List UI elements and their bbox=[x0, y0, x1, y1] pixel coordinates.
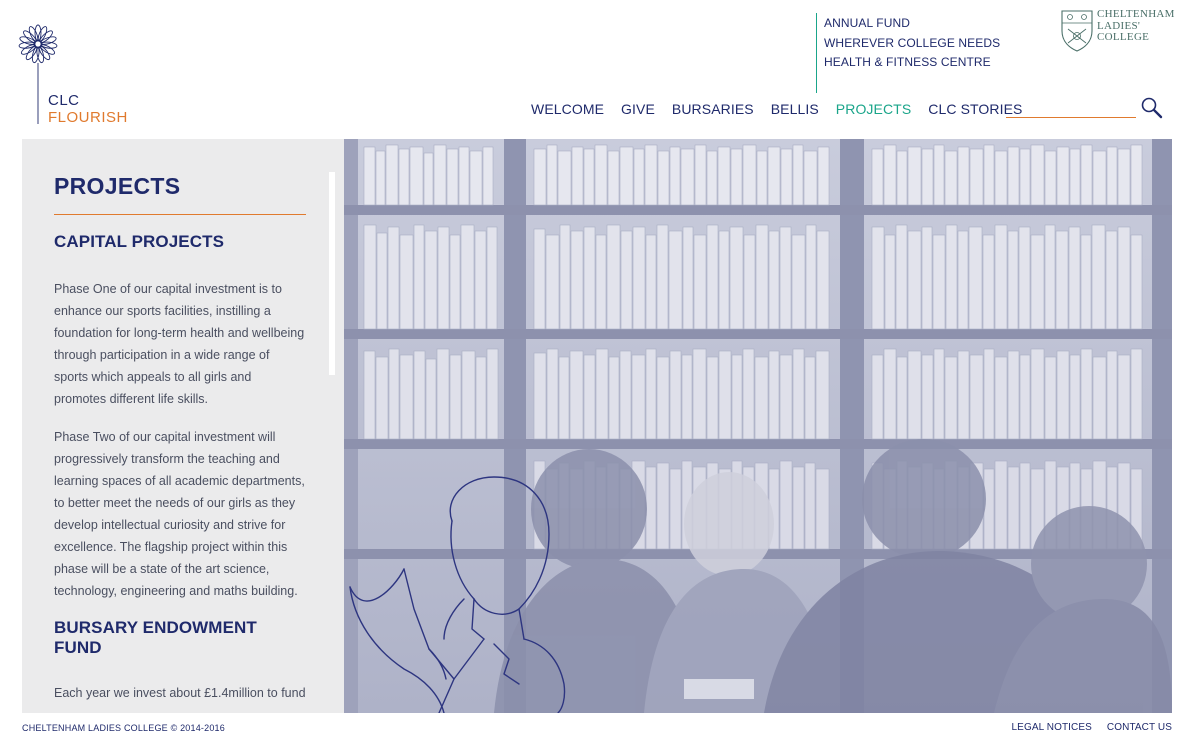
nav-welcome[interactable]: WELCOME bbox=[531, 101, 605, 117]
search-button[interactable] bbox=[1140, 96, 1164, 120]
crest-text bbox=[1097, 9, 1175, 44]
college-crest-logo[interactable] bbox=[1059, 9, 1174, 53]
clc-flourish-logo[interactable] bbox=[18, 24, 138, 128]
nav-bellis[interactable]: BELLIS bbox=[770, 101, 819, 117]
top-links bbox=[816, 13, 1000, 93]
bursary-endowment-heading: BURSARY ENDOWMENT FUND bbox=[54, 618, 257, 657]
footer-copyright: CHELTENHAM LADIES COLLEGE © 2014-2016 bbox=[22, 723, 225, 733]
sidebar-scrollbar[interactable] bbox=[329, 172, 335, 375]
search-input[interactable] bbox=[1006, 96, 1136, 118]
health-fitness-centre-link[interactable]: HEALTH & FITNESS CENTRE bbox=[824, 55, 991, 69]
bursary-paragraph: Each year we invest about £1.4million to fund bbox=[54, 686, 306, 700]
nav-projects[interactable]: PROJECTS bbox=[835, 101, 912, 117]
search-icon bbox=[1140, 96, 1164, 120]
legal-notices-link[interactable]: LEGAL NOTICES bbox=[1011, 722, 1092, 733]
page-title: PROJECTS bbox=[54, 173, 306, 215]
nav-give[interactable]: GIVE bbox=[621, 101, 655, 117]
footer-links bbox=[1012, 722, 1172, 733]
wherever-college-needs-link[interactable]: WHEREVER COLLEGE NEEDS bbox=[824, 35, 1001, 50]
hero-library-image bbox=[344, 139, 1172, 713]
phase-two-paragraph: Phase Two of our capital investment will progressively transform the teaching and learning spaces of all academic departments, to better meet the needs of our girls as they develop intellectual curiosity and strive for excellence. The flagship project within this phase will be a state of the art science, technology, engineering and maths building. bbox=[54, 430, 305, 598]
main-nav bbox=[531, 101, 1039, 117]
crest-line-3: COLLEGE bbox=[1097, 31, 1150, 43]
contact-us-link[interactable]: CONTACT US bbox=[1106, 722, 1172, 733]
crest-line-2: LADIES' bbox=[1097, 19, 1141, 32]
capital-projects-heading: CAPITAL PROJECTS bbox=[54, 232, 225, 251]
logo-clc-text: CLC bbox=[48, 92, 80, 109]
annual-fund-link[interactable]: ANNUAL FUND bbox=[824, 16, 910, 30]
nav-bursaries[interactable]: BURSARIES bbox=[671, 101, 754, 117]
library-illustration bbox=[344, 139, 1172, 713]
crest-line-1: CHELTENHAM bbox=[1097, 8, 1175, 20]
logo-flourish-text: FLOURISH bbox=[48, 109, 128, 126]
phase-one-paragraph: Phase One of our capital investment is to enhance our sports facilities, instilling a foundation for long-term health and wellbeing through participation in a wide range of sports which appeals to all girls and promotes different life skills. bbox=[54, 282, 305, 406]
college-crest-icon bbox=[1059, 9, 1095, 53]
nav-clc-stories[interactable]: CLC STORIES bbox=[928, 101, 1023, 117]
sidebar-content bbox=[54, 173, 306, 713]
projects-sidebar[interactable] bbox=[22, 139, 344, 713]
main-content bbox=[22, 139, 1172, 713]
